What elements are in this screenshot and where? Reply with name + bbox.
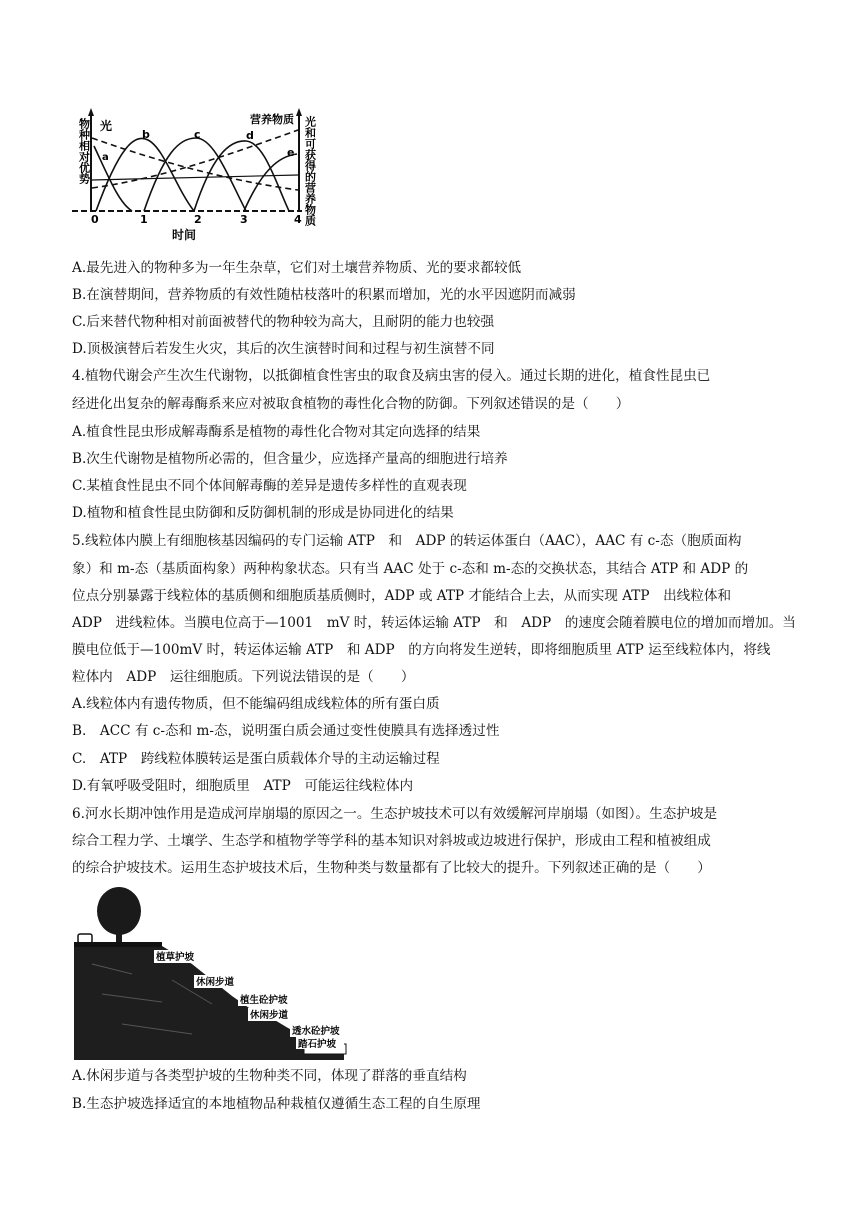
curve-e	[244, 154, 297, 211]
succession-chart	[64, 108, 334, 244]
label-stepping-stone: 踏石护坡	[298, 1039, 337, 1050]
curve-b	[96, 138, 194, 211]
q4-option-d: D.植物和植食性昆虫防御和反防御机制的形成是协同进化的结果	[72, 505, 454, 521]
q5-stem-line-2: 象）和 m-态（基质面构象）两种构象状态。只有当 AAC 处于 c-态和 m-态的交换状态，其结合 ATP 和 ADP 的	[72, 561, 749, 577]
baseline-line	[92, 175, 298, 180]
q5-stem-line-4: ADP 进线粒体。当膜电位高于—1001 mV 时，转运体运输 ATP 和 ADP 的速度会随着膜电位的增加而增加。当	[72, 615, 796, 631]
tick-1: 1	[140, 213, 148, 226]
q3-option-d: D.顶极演替后若发生火灾，其后的次生演替时间和过程与初生演替不同	[72, 341, 495, 357]
right-axis-arrow	[296, 108, 302, 116]
q4-stem-line-2: 经进化出复杂的解毒酶系来应对被取食植物的毒性化合物的防御。下列叙述错误的是（ ）	[72, 396, 630, 412]
tick-2: 2	[194, 213, 202, 226]
q5-option-a: A.线粒体内有遗传物质，但不能编码组成线粒体的所有蛋白质	[72, 696, 440, 712]
car-icon	[78, 934, 92, 943]
top-road	[74, 942, 162, 947]
q5-stem-line-5: 膜电位低于—100mV 时，转运体运输 ATP 和 ADP 的方向将发生逆转，即将细胞质里 ATP 运至线粒体内，将线	[72, 642, 771, 658]
left-axis-arrow	[88, 108, 94, 116]
label-a: a	[102, 152, 109, 163]
tick-0: 0	[91, 213, 99, 226]
q3-option-a: A.最先进入的物种多为一年生杂草，它们对土壤营养物质、光的要求都较低	[72, 260, 522, 276]
q3-option-b: B.在演替期间，营养物质的有效性随枯枝落叶的积累而增加，光的水平因遮阴而减弱	[72, 287, 576, 303]
q4-stem-line-1: 4.植物代谢会产生次生代谢物，以抵御植食性害虫的取食及病虫害的侵入。通过长期的进化，植食性昆虫已	[72, 368, 711, 384]
y-label-left: 物种相对优势	[77, 118, 91, 184]
light-label: 光	[100, 119, 113, 133]
tick-3: 3	[240, 213, 248, 226]
label-walkway-1: 休闲步道	[196, 977, 235, 988]
nutrient-label: 营养物质	[250, 113, 294, 126]
q4-option-a: A.植食性昆虫形成解毒酶系是植物的毒性化合物对其定向选择的结果	[72, 424, 481, 440]
tick-4: 4	[294, 213, 302, 226]
q5-option-c: C. ATP 跨线粒体膜转运是蛋白质载体介导的主动运输过程	[72, 751, 440, 767]
label-b: b	[142, 128, 150, 141]
y-label-right: 光和可获得的营养物质	[303, 116, 317, 226]
label-permeable-concrete: 透水砼护坡	[292, 1026, 340, 1037]
q5-stem-line-1: 5.线粒体内膜上有细胞核基因编码的专门运输 ATP 和 ADP 的转运体蛋白（AAC），AAC 有 c-态（胞质面构	[72, 533, 742, 549]
label-walkway-2: 休闲步道	[250, 1010, 289, 1021]
x-label: 时间	[172, 228, 197, 242]
q6-option-b: B.生态护坡选择适宜的本地植物品种栽植仅遵循生态工程的自生原理	[72, 1096, 481, 1112]
slope-protection-figure	[72, 884, 352, 1060]
q6-option-a: A.休闲步道与各类型护坡的生物种类不同，体现了群落的垂直结构	[72, 1068, 467, 1084]
q6-stem-line-2: 综合工程力学、土壤学、生态学和植物学等学科的基本知识对斜坡或边坡进行保护，形成由工程和植被组成	[72, 833, 711, 849]
q4-option-c: C.某植食性昆虫不同个体间解毒酶的差异是遗传多样性的直观表现	[72, 478, 467, 494]
slope-protection-svg	[72, 884, 352, 1060]
q6-stem-line-1: 6.河水长期冲蚀作用是造成河岸崩塌的原因之一。生态护坡技术可以有效缓解河岸崩塌（如图）。生态护坡是	[72, 806, 718, 822]
label-grass-slope: 植草护坡	[156, 952, 195, 963]
q5-option-b: B. ACC 有 c-态和 m-态，说明蛋白质会通过变性使膜具有选择透过性	[72, 723, 500, 739]
q3-option-c: C.后来替代物种相对前面被替代的物种较为高大，且耐阴的能力也较强	[72, 314, 495, 330]
label-d: d	[246, 129, 254, 142]
q4-option-b: B.次生代谢物是植物所必需的，但含量少，应选择产量高的细胞进行培养	[72, 451, 508, 467]
tree-crown	[97, 887, 141, 935]
label-planted-concrete: 植生砼护坡	[240, 995, 288, 1006]
label-c: c	[194, 128, 201, 141]
curve-c	[144, 138, 246, 211]
q5-option-d: D.有氧呼吸受阻时，细胞质里 ATP 可能运往线粒体内	[72, 778, 414, 794]
label-e: e	[287, 146, 295, 159]
q5-stem-line-6: 粒体内 ADP 运往细胞质。下列说法错误的是（ ）	[72, 669, 415, 685]
q5-stem-line-3: 位点分别暴露于线粒体的基质侧和细胞质基质侧时，ADP 或 ATP 才能结合上去，从而实现 ATP 出线粒体和	[72, 588, 732, 604]
q6-stem-line-3: 的综合护坡技术。运用生态护坡技术后，生物种类与数量都有了比较大的提升。下列叙述正确的是（ ）	[72, 860, 711, 876]
succession-chart-svg	[64, 108, 334, 244]
